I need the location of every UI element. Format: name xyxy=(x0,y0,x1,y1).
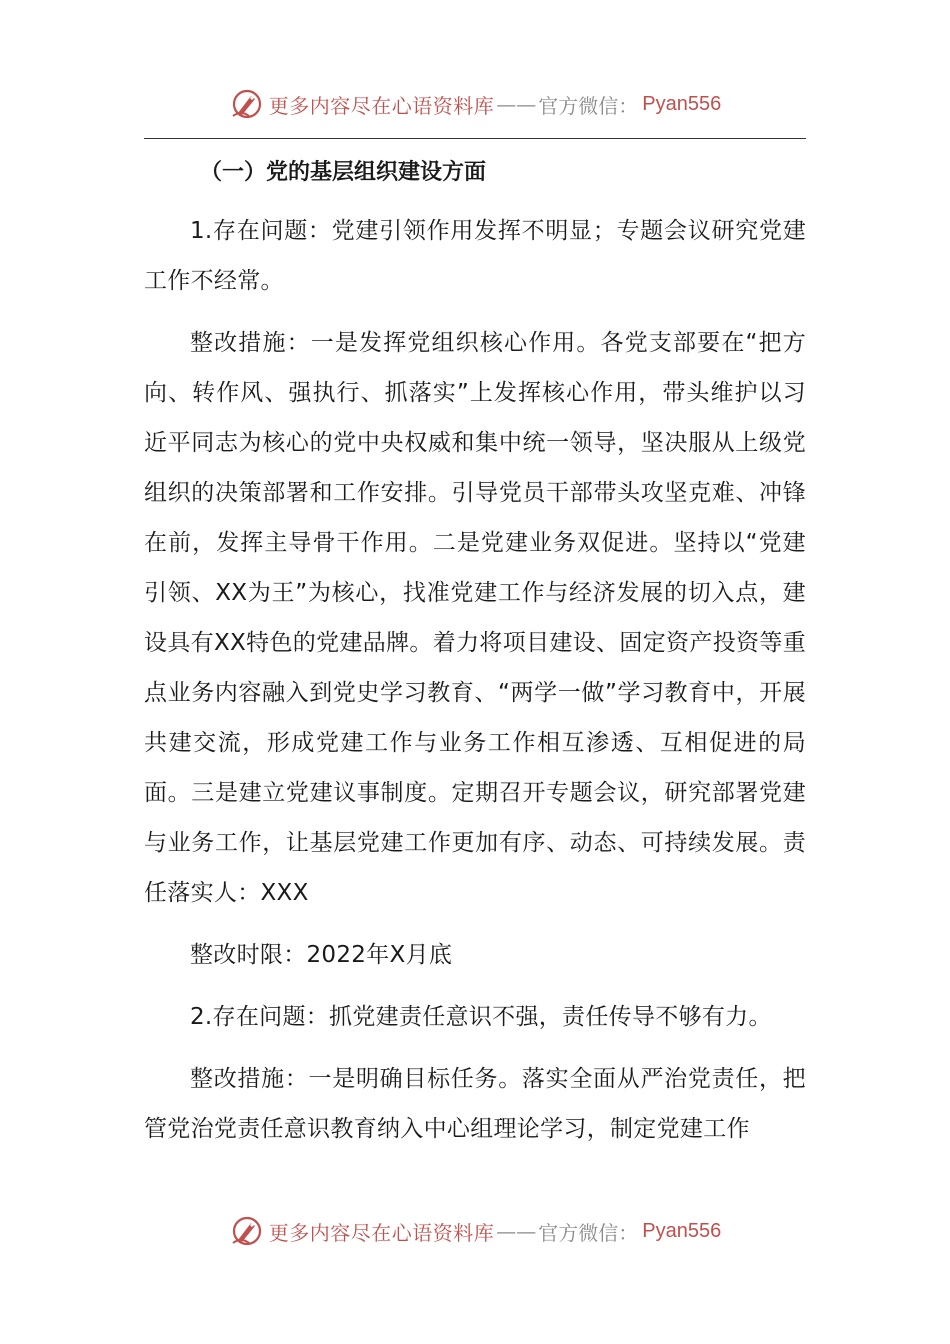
header-divider xyxy=(144,138,806,139)
paragraph-issue-1: 1.存在问题：党建引领作用发挥不明显；专题会议研究党建工作不经常。 xyxy=(144,218,806,294)
document-body xyxy=(144,150,806,1154)
footer-wechat-id: Pyan556 xyxy=(642,1219,722,1242)
pen-nib-logo-icon xyxy=(229,86,265,122)
footer-dash: —— xyxy=(496,1219,537,1243)
page-header-banner xyxy=(0,84,950,124)
paragraph-deadline-1: 整改时限：2022年X月底 xyxy=(190,942,453,968)
pen-nib-logo-icon xyxy=(229,1213,265,1249)
header-site-text: 更多内容尽在心语资料库 xyxy=(268,93,495,118)
page-footer-banner xyxy=(0,1211,950,1251)
paragraph-issue-2: 2.存在问题：抓党建责任意识不强，责任传导不够有力。 xyxy=(190,1004,772,1030)
header-dash: —— xyxy=(496,92,537,116)
header-wechat-label: 官方微信： xyxy=(538,93,639,118)
header-wechat-id: Pyan556 xyxy=(642,92,722,115)
footer-site-text: 更多内容尽在心语资料库 xyxy=(268,1220,495,1245)
paragraph-measures-2: 整改措施：一是明确目标任务。落实全面从严治党责任，把管党治党责任意识教育纳入中心组理论学习，制定党建工作 xyxy=(144,1066,806,1142)
footer-wechat-label: 官方微信： xyxy=(538,1220,639,1245)
paragraph-measures-1: 整改措施：一是发挥党组织核心作用。各党支部要在“把方向、转作风、强执行、抓落实”上发挥核心作用，带头维护以习近平同志为核心的党中央权威和集中统一领导，坚决服从上级党组织的决策部署和工作安排。引导党员干部带头攻坚克难、冲锋在前，发挥主导骨干作用。二是党建业务双促进。坚持以“党建引领、XX为王”为核心，找准党建工作与经济发展的切入点，建设具有XX特色的党建品牌。着力将项目建设、固定资产投资等重点业务内容融入到党史学习教育、“两学一做”学习教育中，开展共建交流，形成党建工作与业务工作相互渗透、互相促进的局面。三是建立党建议事制度。定期召开专题会议，研究部署党建与业务工作，让基层党建工作更加有序、动态、可持续发展。责任落实人：XXX xyxy=(144,330,806,906)
section-title: （一）党的基层组织建设方面 xyxy=(200,160,487,185)
